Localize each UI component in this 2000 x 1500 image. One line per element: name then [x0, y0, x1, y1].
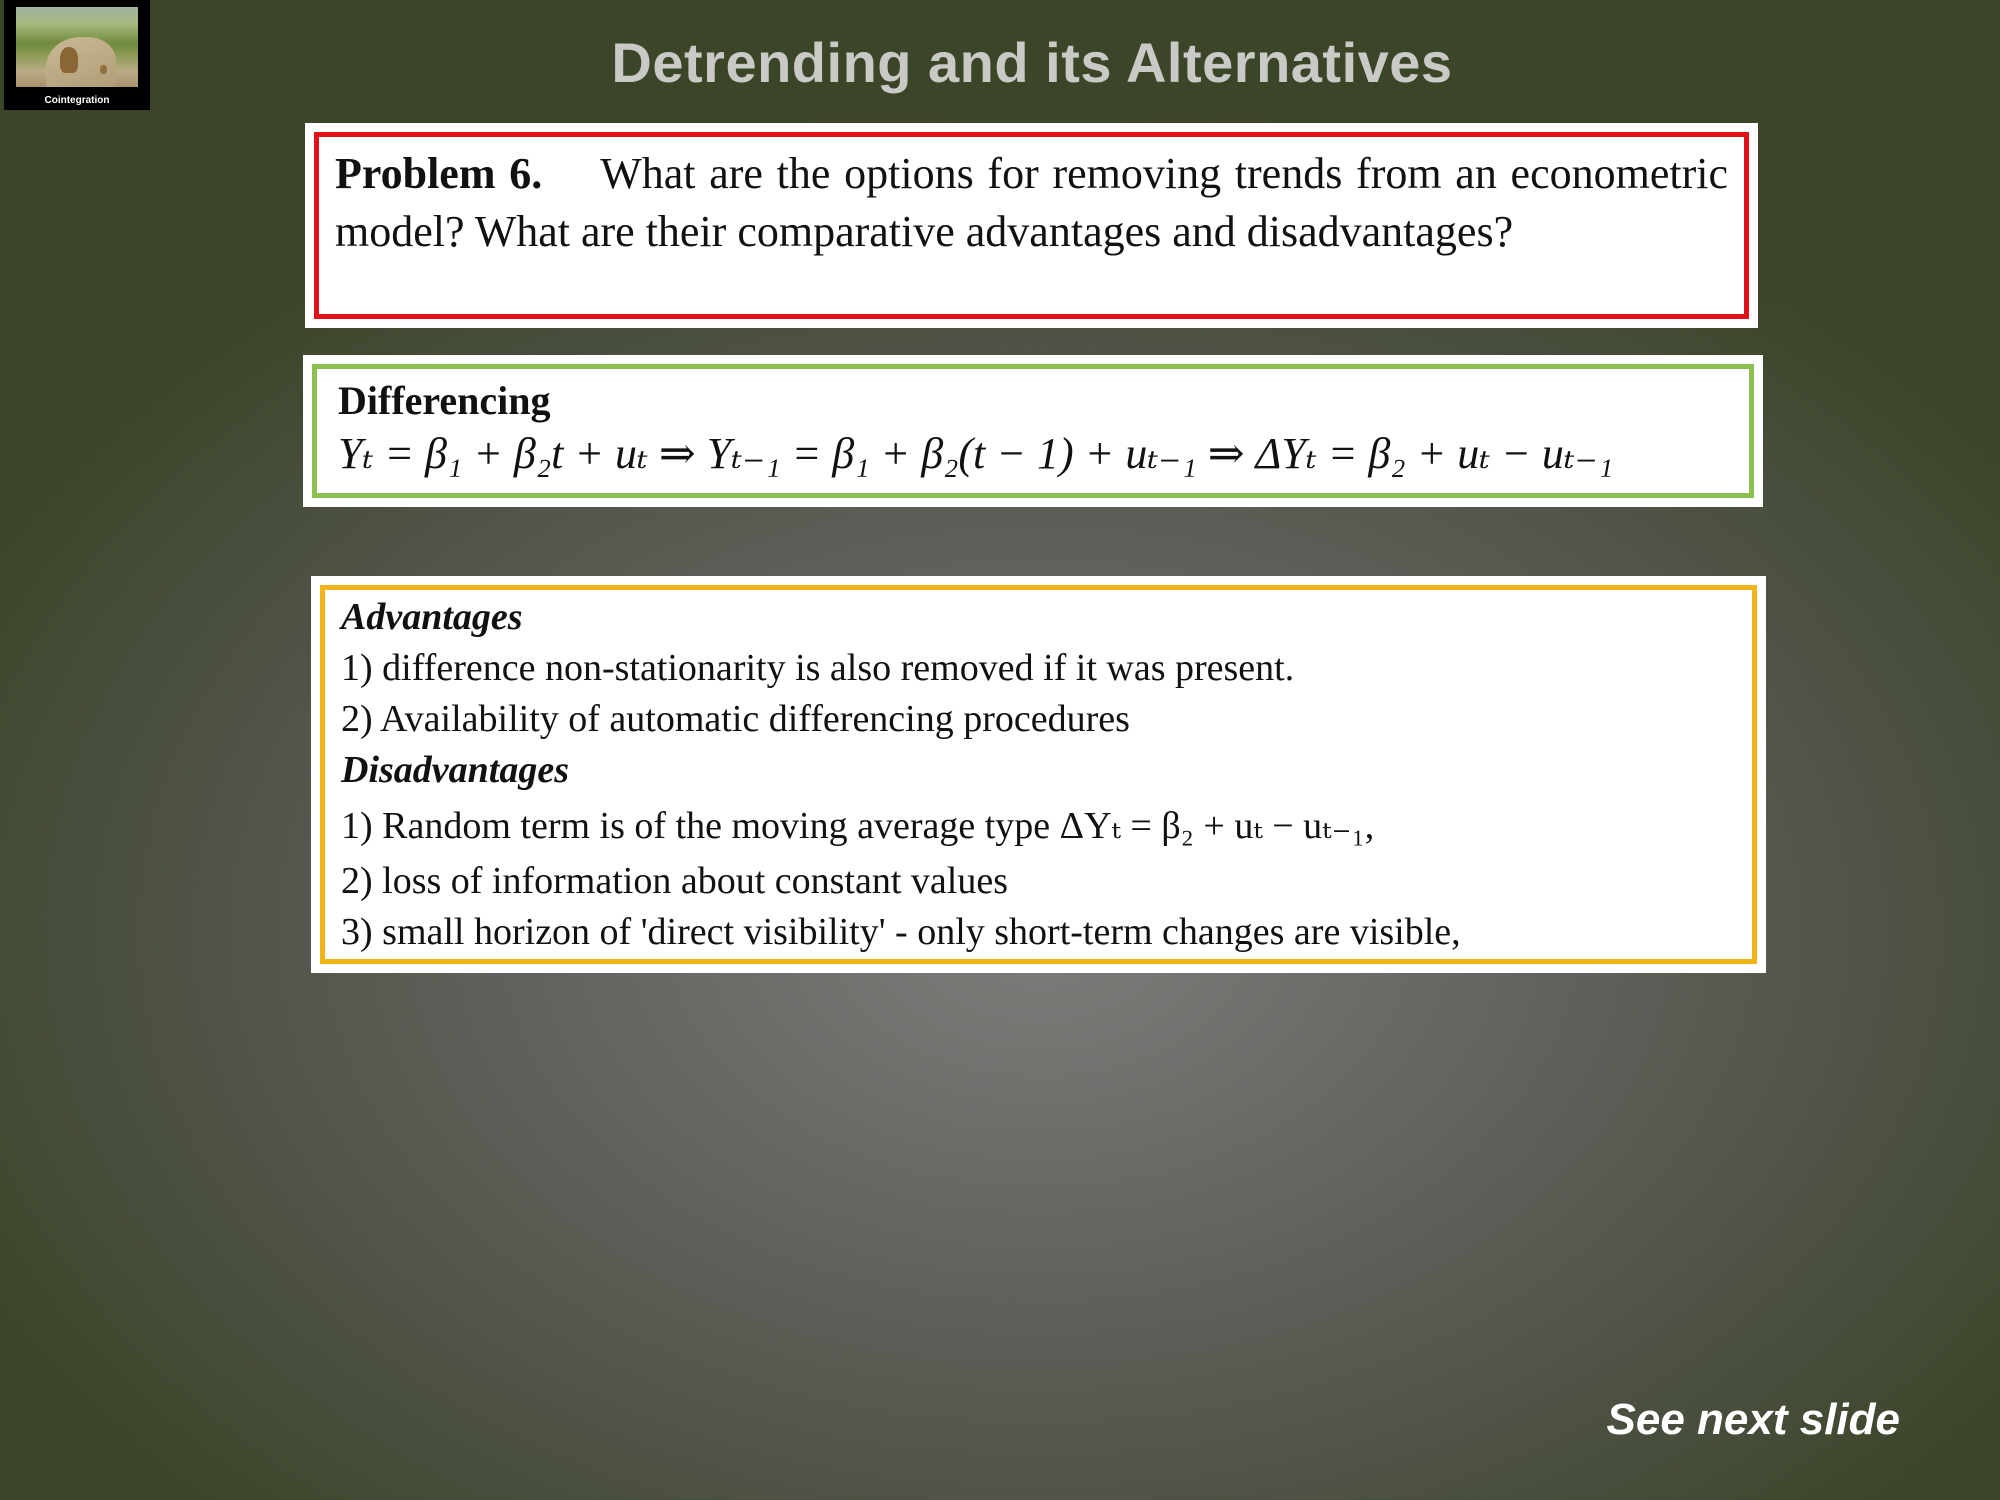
disadvantage-item: 1) Random term is of the moving average type ΔYₜ = β₂ + uₜ − uₜ₋₁,	[341, 805, 1375, 847]
advantages-content	[341, 592, 1746, 958]
disadvantage-item: 2) loss of information about constant values	[341, 860, 1008, 902]
problem-label: Problem 6.	[335, 149, 543, 198]
advantages-heading: Advantages	[341, 596, 523, 638]
problem-text	[335, 145, 1728, 261]
disadvantage-item: 3) small horizon of 'direct visibility' - only short-term changes are visible,	[341, 911, 1461, 953]
slide-title: Detrending and its Alternatives	[611, 31, 1453, 94]
problem-question: What are the options for removing trends from an econometric model? What are their comparative advantages and disadvantages?	[335, 149, 1728, 256]
problem-box	[305, 123, 1758, 328]
advantages-box	[311, 576, 1766, 973]
advantage-item: 1) difference non-stationarity is also removed if it was present.	[341, 647, 1295, 689]
differencing-box	[303, 355, 1763, 507]
see-next-slide-note: See next slide	[1606, 1395, 1900, 1444]
differencing-heading: Differencing	[338, 378, 551, 423]
disadvantages-heading: Disadvantages	[341, 749, 569, 791]
advantage-item: 2) Availability of automatic differencing procedures	[341, 698, 1130, 740]
logo-caption: Cointegration	[44, 95, 110, 106]
differencing-equation: Yₜ = β₁ + β₂t + uₜ ⇒ Yₜ₋₁ = β₁ + β₂(t − 1) + uₜ₋₁ ⇒ ΔYₜ = β₂ + uₜ − uₜ₋₁	[338, 429, 1614, 478]
